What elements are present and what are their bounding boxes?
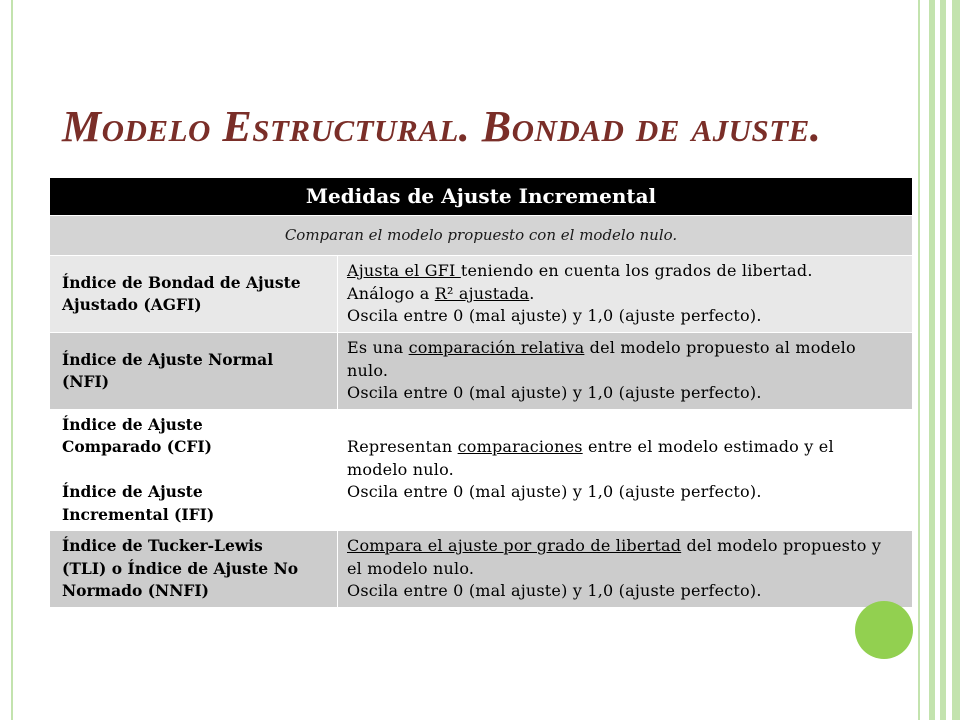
description-text: modelo nulo. — [347, 459, 454, 479]
description-line — [347, 535, 903, 558]
table-row — [50, 333, 912, 409]
description-text: comparación relativa — [408, 338, 585, 358]
description-text: Es una — [347, 338, 409, 358]
measure-cell — [50, 531, 337, 607]
measure-name — [62, 349, 329, 394]
measure-name-line: Ajustado (AGFI) — [62, 295, 202, 314]
measure-name-line: Índice de Ajuste — [62, 414, 203, 434]
description-line — [347, 360, 903, 383]
description-line — [347, 337, 903, 360]
description-text: el modelo nulo. — [347, 558, 475, 578]
description-text: Oscila entre 0 (mal ajuste) y 1,0 (ajuste perfecto). — [347, 581, 762, 601]
measure-cell — [50, 333, 337, 409]
description-cell — [338, 410, 912, 530]
description-line — [347, 459, 903, 482]
description-text: comparaciones — [457, 437, 583, 457]
measure-name-line: Comparado (CFI) — [62, 437, 212, 457]
green-circle-ornament — [855, 601, 913, 659]
slide-title: Modelo Estructural. Bondad de ajuste. — [62, 102, 822, 151]
right-decorative-stripe — [929, 0, 935, 720]
right-decorative-stripe — [940, 0, 946, 720]
description-text: Oscila entre 0 (mal ajuste) y 1,0 (ajuste perfecto). — [347, 482, 762, 502]
description-text: teniendo en cuenta los grados de libertad. — [460, 261, 813, 281]
description-text: Representan — [347, 437, 458, 457]
description-line — [347, 580, 903, 603]
measure-name-line: Índice de Bondad de Ajuste — [62, 272, 301, 292]
description-text: Compara el ajuste por grado de libertad — [347, 536, 682, 556]
table-header: Medidas de Ajuste Incremental — [50, 178, 912, 215]
description-text: del modelo propuesto y — [681, 536, 882, 556]
description-cell — [338, 531, 912, 607]
description-line — [347, 558, 903, 581]
description-text: Oscila entre 0 (mal ajuste) y 1,0 (ajuste perfecto). — [347, 383, 762, 403]
measure-name — [62, 414, 329, 459]
fit-measures-table — [50, 178, 912, 607]
measure-name-line: (NFI) — [62, 372, 110, 391]
measure-name — [62, 535, 329, 603]
description-line — [347, 481, 903, 504]
description-text: nulo. — [347, 360, 389, 380]
description-text: Análogo a — [347, 283, 435, 303]
description-text: Ajusta el GFI — [347, 261, 461, 281]
measure-name — [62, 272, 329, 317]
description-line — [347, 283, 903, 306]
description-text: entre el modelo estimado y el — [582, 437, 834, 457]
measure-name-line: (TLI) o Índice de Ajuste No — [62, 558, 299, 578]
description-text: del modelo propuesto al modelo — [584, 338, 856, 358]
measure-cell — [50, 256, 337, 332]
description-text: Oscila entre 0 (mal ajuste) y 1,0 (ajuste perfecto). — [347, 306, 762, 326]
measure-name — [62, 481, 329, 526]
measure-name-line: Índice de Ajuste — [62, 482, 203, 502]
description-line — [347, 305, 903, 328]
table-row — [50, 410, 912, 530]
description-text: R² ajustada — [434, 283, 530, 303]
description-line — [347, 436, 903, 459]
measure-name-line: Índice de Ajuste Normal — [62, 349, 274, 369]
right-decorative-stripe — [918, 0, 920, 720]
table-row — [50, 531, 912, 607]
table-subheader: Comparan el modelo propuesto con el modelo nulo. — [50, 216, 912, 255]
description-line — [347, 260, 903, 283]
description-line — [347, 382, 903, 405]
measure-name-line: Normado (NNFI) — [62, 581, 209, 601]
description-text: . — [529, 283, 535, 303]
measure-name-line: Índice de Tucker-Lewis — [62, 536, 263, 556]
measure-cell — [50, 410, 337, 530]
description-cell — [338, 256, 912, 332]
left-decorative-line — [11, 0, 13, 720]
right-decorative-stripe — [952, 0, 960, 720]
description-cell — [338, 333, 912, 409]
measure-name-line: Incremental (IFI) — [62, 504, 215, 524]
table-row — [50, 256, 912, 332]
